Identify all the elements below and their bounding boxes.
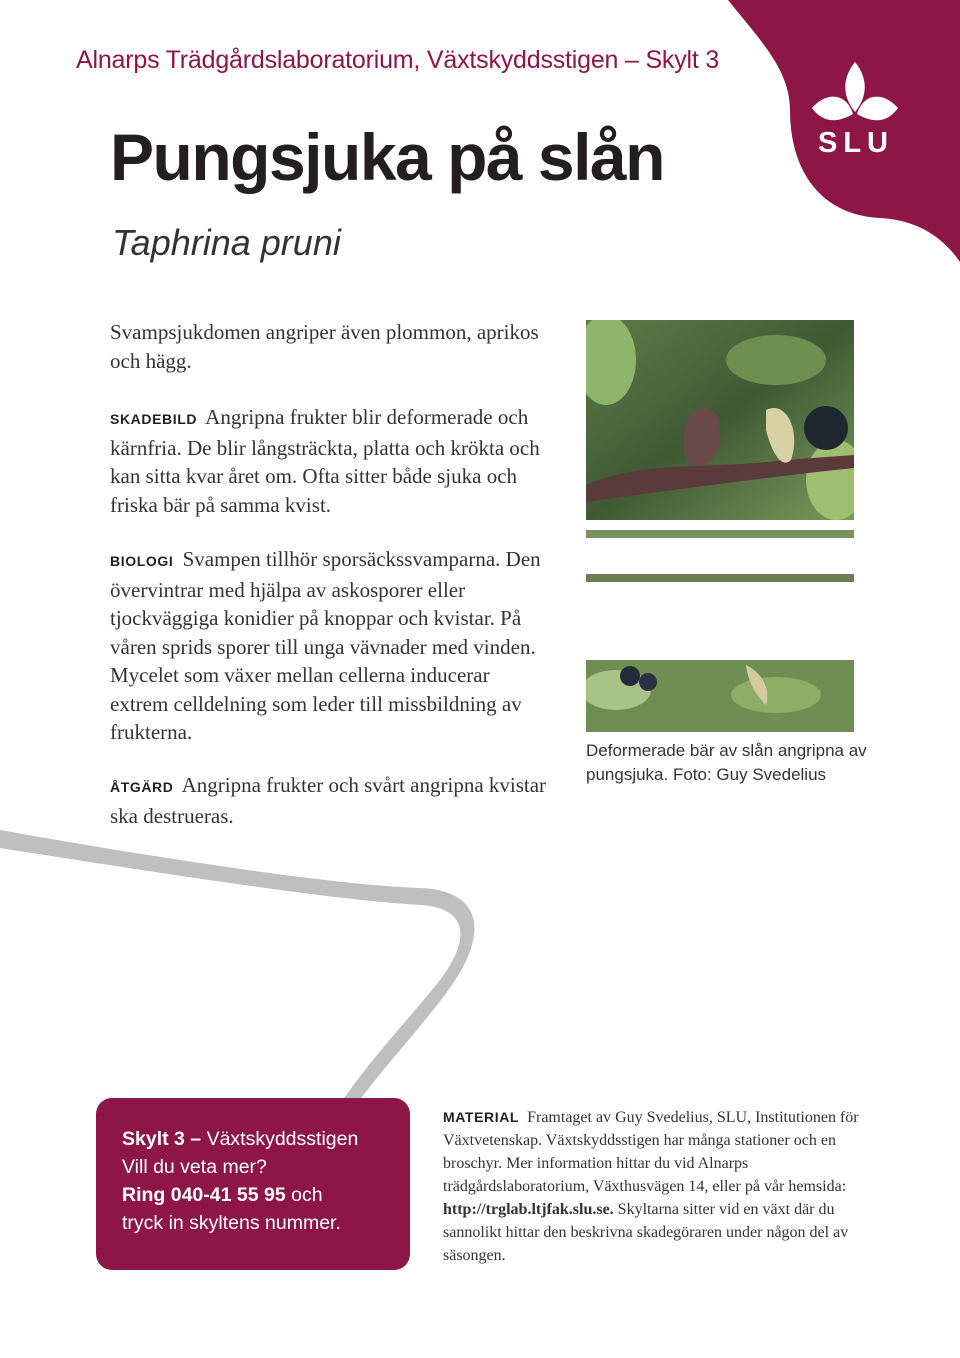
page-subtitle: Taphrina pruni — [112, 222, 341, 263]
phone-info-box — [96, 1098, 410, 1270]
photo-deformed-berries — [586, 320, 854, 732]
material-text2: Skyltarna sitter vid en växt där du sannolikt hittar den beskrivna skadegöraren under någon del av säsongen. — [443, 1201, 849, 1264]
photo-caption: Deformerade bär av slån angripna av pungsjuka. Foto: Guy Svedelius — [586, 741, 867, 784]
material-url-link[interactable]: http://trglab.ltjfak.slu.se. — [443, 1201, 614, 1218]
material-text: Framtaget av Guy Svedelius, SLU, Institutionen för Växtvetenskap. Växtskyddsstigen har många stationer och en broschyr. Mer information hittar du vid Alnarps trädgårdslaboratorium, Växthusvägen 14, eller på vår hemsida: — [443, 1109, 859, 1195]
phone-box-line1: Skylt 3 – Växtskyddsstigen — [122, 1128, 359, 1150]
swoosh-decoration — [0, 820, 500, 1120]
intro-paragraph: Svampsjukdomen angriper även plommon, aprikos och hägg. — [110, 320, 539, 373]
phone-box-line4: tryck in skyltens nummer. — [122, 1212, 341, 1234]
material-paragraph — [443, 1106, 893, 1267]
section-label: BIOLOGI — [110, 553, 174, 569]
phone-box-line2: Vill du veta mer? — [122, 1156, 267, 1178]
section-text: Svampen tillhör sporsäckssvamparna. Den övervintrar med hjälpa av askosporer eller tjockväggiga konidier på knoppar och kvistar. På våren sprids sporer till unga vävnader med vinden. Mycelet som växer mellan cellerna inducerar extrem celldelning som leder till missbildning av frukterna. — [110, 547, 541, 744]
page-title: Pungsjuka på slån — [110, 120, 664, 194]
phone-box-line3: Ring 040-41 55 95 och — [122, 1184, 323, 1206]
section-biologi — [110, 545, 550, 747]
section-atgard — [110, 771, 550, 830]
slu-logo-text: SLU — [818, 127, 894, 159]
section-text: Angripna frukter och svårt angripna kvistar ska destrueras. — [110, 773, 547, 828]
header-text: Alnarps Trädgårdslaboratorium, Växtskyddsstigen – Skylt 3 — [76, 46, 720, 74]
section-label: ÅTGÄRD — [110, 779, 174, 795]
section-label: SKADEBILD — [110, 411, 198, 427]
section-skadebild — [110, 403, 550, 519]
material-label: MATERIAL — [443, 1109, 520, 1125]
section-text: Angripna frukter blir deformerade och kärnfria. De blir långsträckta, platta och krökta och kan sitta kvar året om. Ofta sitter både sjuka och friska bär på samma kvist. — [110, 405, 540, 517]
